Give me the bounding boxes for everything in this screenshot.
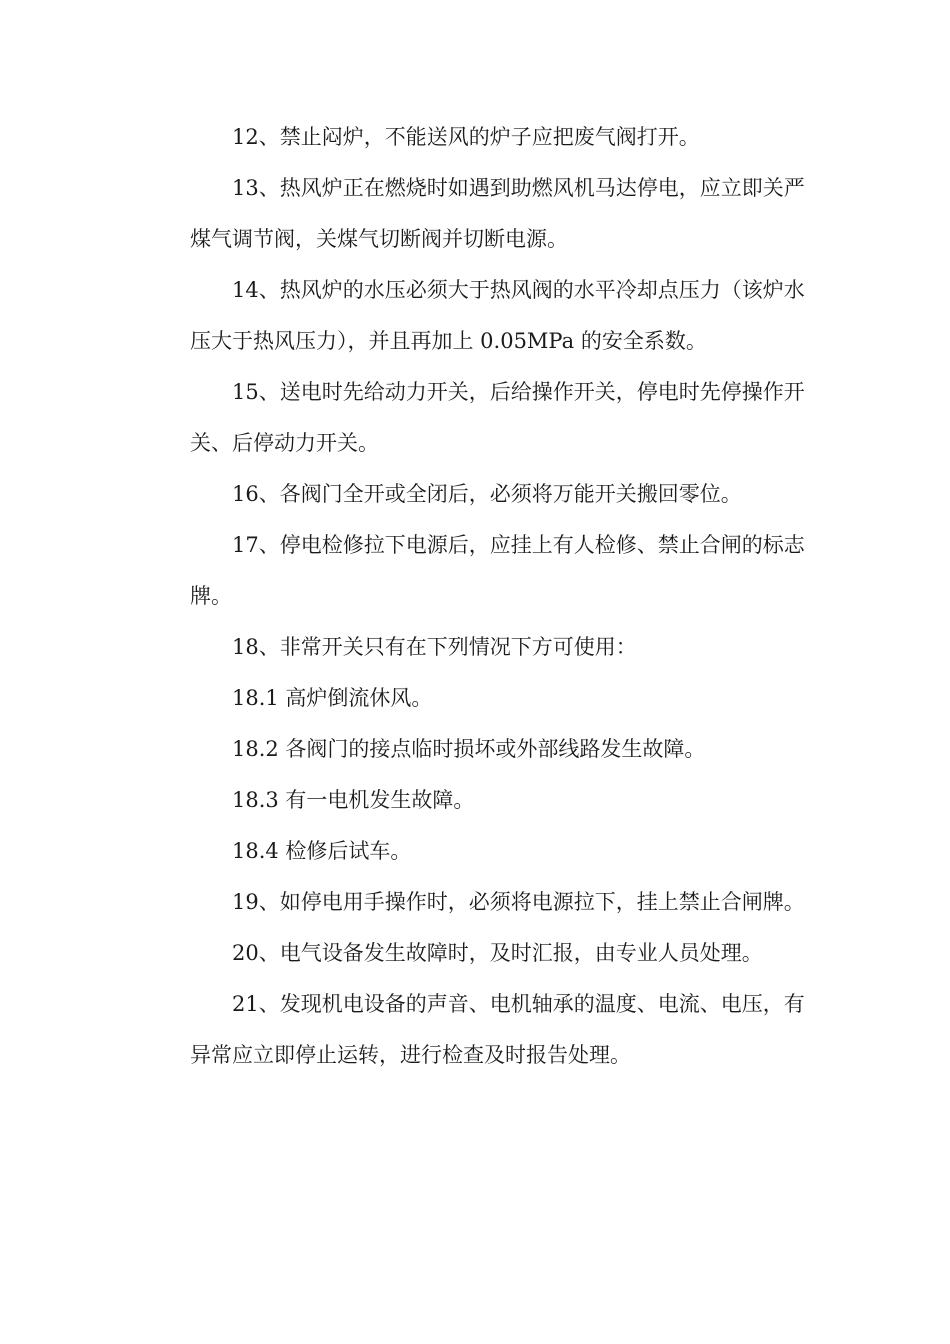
paragraph-item-17 <box>148 520 805 622</box>
paragraph-item-14 <box>148 265 805 367</box>
paragraph-line: 18.2 各阀门的接点临时损坏或外部线路发生故障。 <box>232 737 706 761</box>
paragraph-line: 13、热风炉正在燃烧时如遇到助燃风机马达停电，应立即关严 <box>232 176 805 200</box>
paragraph-item-21 <box>148 979 805 1081</box>
paragraph-item-18-3 <box>148 775 800 826</box>
paragraph-line: 18.3 有一电机发生故障。 <box>232 788 475 812</box>
paragraph-item-19 <box>148 877 805 928</box>
paragraph-line: 12、禁止闷炉，不能送风的炉子应把废气阀打开。 <box>232 125 700 149</box>
paragraph-line: 18.1 高炉倒流休风。 <box>232 686 433 710</box>
paragraph-item-16 <box>148 469 800 520</box>
paragraph-line: 关、后停动力开关。 <box>190 431 379 455</box>
paragraph-line: 煤气调节阀，关煤气切断阀并切断电源。 <box>190 227 568 251</box>
paragraph-line: 18.4 检修后试车。 <box>232 839 412 863</box>
paragraph-line: 21、发现机电设备的声音、电机轴承的温度、电流、电压，有 <box>232 992 805 1016</box>
paragraph-item-12 <box>148 112 800 163</box>
paragraph-item-18-1 <box>148 673 800 724</box>
paragraph-item-15 <box>148 367 805 469</box>
paragraph-item-13 <box>148 163 805 265</box>
paragraph-line: 17、停电检修拉下电源后，应挂上有人检修、禁止合闸的标志 <box>232 533 805 557</box>
paragraph-line: 异常应立即停止运转，进行检查及时报告处理。 <box>190 1043 631 1067</box>
paragraph-line: 16、各阀门全开或全闭后，必须将万能开关搬回零位。 <box>232 482 742 506</box>
paragraph-line: 14、热风炉的水压必须大于热风阀的水平冷却点压力（该炉水 <box>232 278 805 302</box>
paragraph-item-20 <box>148 928 800 979</box>
paragraph-item-18-4 <box>148 826 800 877</box>
paragraph-line: 压大于热风压力），并且再加上 0.05MPa 的安全系数。 <box>190 329 707 353</box>
document-body <box>148 112 805 1081</box>
paragraph-line: 20、电气设备发生故障时，及时汇报，由专业人员处理。 <box>232 941 763 965</box>
paragraph-item-18 <box>148 622 800 673</box>
paragraph-line: 19、如停电用手操作时，必须将电源拉下，挂上禁止合闸牌。 <box>232 890 805 914</box>
paragraph-line: 15、送电时先给动力开关，后给操作开关，停电时先停操作开 <box>232 380 805 404</box>
paragraph-line: 18、非常开关只有在下列情况下方可使用： <box>232 635 637 659</box>
paragraph-line: 牌。 <box>190 584 232 608</box>
paragraph-item-18-2 <box>148 724 800 775</box>
